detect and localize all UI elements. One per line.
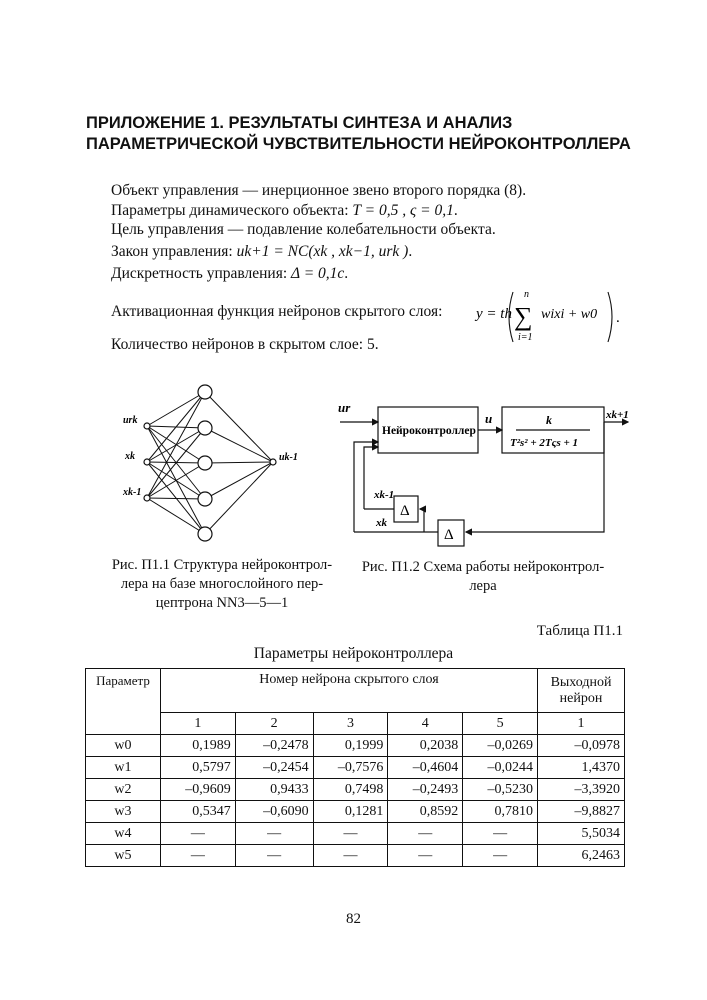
table-cell: 1,4370	[538, 757, 625, 779]
page-number: 82	[346, 911, 361, 927]
parameters-table	[85, 668, 625, 867]
table-number: Таблица П1.1	[536, 623, 623, 639]
table-cell: –0,0978	[538, 735, 625, 757]
table-cell: 0,5347	[160, 801, 235, 823]
paragraph-law	[111, 242, 412, 262]
params-label: Параметры динамического объекта:	[111, 202, 353, 219]
sum-lower-limit: i=1	[518, 332, 533, 343]
table-cell: 0,1281	[313, 801, 388, 823]
table-cell: –0,0244	[463, 757, 538, 779]
paragraph-params	[111, 201, 458, 221]
law-end: .	[408, 243, 413, 260]
paragraph-activation: Активационная функция нейронов скрытого слоя:	[111, 303, 443, 320]
law-math: uk+1 = NC(xk , xk−1, urk )	[236, 243, 409, 260]
table-row	[86, 845, 625, 867]
u-label: u	[485, 411, 493, 426]
table-row	[86, 823, 625, 845]
input-label-xk1: xk-1	[123, 487, 142, 498]
hidden-neuron-number: 3	[313, 713, 388, 735]
table-cell: 0,2038	[388, 735, 463, 757]
table-cell: —	[313, 845, 388, 867]
disc-label: Дискретность управления:	[111, 265, 292, 282]
figure1-caption-line: цептрона NN3—5—1	[155, 595, 289, 611]
delay-symbol-inner: Δ	[400, 503, 410, 519]
hidden-neuron	[198, 492, 212, 506]
law-label: Закон управления:	[111, 243, 237, 260]
params-math: T = 0,5 , ς = 0,1	[352, 202, 454, 219]
sum-upper-limit: n	[524, 289, 529, 300]
table-row	[86, 779, 625, 801]
right-paren	[608, 292, 612, 342]
sum-sign: ∑	[514, 302, 533, 331]
disc-math: Δ = 0,1с	[291, 265, 345, 282]
table-cell: —	[388, 823, 463, 845]
table-caption: Параметры нейроконтроллера	[253, 645, 454, 662]
table-cell: –0,4604	[388, 757, 463, 779]
figure1-caption-line: лера на базе многослойного пер-	[120, 576, 324, 592]
table-cell: —	[313, 823, 388, 845]
plant-numerator: k	[546, 413, 552, 427]
table-cell: –0,2478	[235, 735, 313, 757]
table-cell: –0,2454	[235, 757, 313, 779]
hidden-neuron-number: 5	[463, 713, 538, 735]
table-cell: 6,2463	[538, 845, 625, 867]
input-node	[144, 423, 150, 429]
table-cell: 0,8592	[388, 801, 463, 823]
table-subheader-row	[86, 713, 625, 735]
table-cell: 0,7498	[313, 779, 388, 801]
input-node	[144, 459, 150, 465]
figure1-caption-line: Рис. П1.1 Структура нейроконтрол-	[111, 557, 333, 573]
paragraph-goal: Цель управления — подавление колебательности объекта.	[111, 221, 496, 238]
hidden-neuron-number: 1	[160, 713, 235, 735]
table-cell: –0,6090	[235, 801, 313, 823]
table-cell: –3,3920	[538, 779, 625, 801]
table-cell: –0,9609	[160, 779, 235, 801]
header-param: Параметр	[86, 669, 161, 735]
table-cell: 0,1989	[160, 735, 235, 757]
table-cell: –0,5230	[463, 779, 538, 801]
table-cell: 0,5797	[160, 757, 235, 779]
hidden-neuron-number: 2	[235, 713, 313, 735]
header-hidden: Номер нейрона скрытого слоя	[160, 669, 537, 713]
figure2-caption-line: лера	[469, 578, 497, 594]
figure-control-scheme	[334, 392, 632, 552]
formula-body: wixi + w0	[541, 307, 598, 322]
xk1-label: xk-1	[374, 489, 395, 501]
row-label: w2	[86, 779, 161, 801]
xk-label: xk	[376, 517, 387, 529]
delay-inner-arrow	[420, 509, 424, 532]
plant-denominator: T²s² + 2Tςs + 1	[510, 437, 579, 449]
table-cell: —	[463, 823, 538, 845]
row-label: w4	[86, 823, 161, 845]
hidden-neuron	[198, 421, 212, 435]
table-cell: —	[388, 845, 463, 867]
output-node	[270, 459, 276, 465]
table-cell: —	[160, 823, 235, 845]
table-cell: —	[235, 823, 313, 845]
paragraph-discreteness	[111, 264, 348, 284]
table-cell: 0,7810	[463, 801, 538, 823]
table-cell: –0,0269	[463, 735, 538, 757]
table-cell: 5,5034	[538, 823, 625, 845]
table-cell: 0,1999	[313, 735, 388, 757]
paragraph-neurons: Количество нейронов в скрытом слое: 5.	[111, 336, 379, 353]
input-node	[144, 495, 150, 501]
row-label: w0	[86, 735, 161, 757]
output-neuron-number: 1	[538, 713, 625, 735]
table-cell: —	[463, 845, 538, 867]
row-label: w3	[86, 801, 161, 823]
figure2-caption-line: Рис. П1.2 Схема работы нейроконтрол-	[361, 559, 605, 575]
table-cell: –0,2493	[388, 779, 463, 801]
paragraph-object: Объект управления — инерционное звено второго порядка (8).	[111, 182, 527, 199]
hidden-neuron	[198, 385, 212, 399]
table-cell: –0,7576	[313, 757, 388, 779]
row-label: w1	[86, 757, 161, 779]
figure1-caption	[108, 556, 336, 613]
input-label-urk: urk	[123, 415, 138, 426]
header-output: Выходной нейрон	[538, 669, 625, 713]
formula-end: .	[616, 310, 620, 326]
disc-end: .	[344, 265, 349, 282]
table-row	[86, 735, 625, 757]
controller-label: Нейроконтроллер	[382, 425, 476, 437]
table-cell: —	[160, 845, 235, 867]
hidden-neuron	[198, 527, 212, 541]
delay-symbol-outer: Δ	[444, 527, 454, 543]
figure2-caption	[344, 558, 622, 596]
formula-lhs: y = th	[476, 306, 512, 322]
ref-label: ur	[338, 400, 351, 415]
input-label-xk: xk	[125, 451, 135, 462]
table-body	[86, 735, 625, 867]
out-label: xk+1	[606, 409, 629, 421]
xk-feedback	[354, 442, 378, 532]
table-cell: 0,9433	[235, 779, 313, 801]
table-cell: —	[235, 845, 313, 867]
output-label-uk1: uk-1	[279, 452, 298, 463]
appendix-heading: ПРИЛОЖЕНИЕ 1. РЕЗУЛЬТАТЫ СИНТЕЗА И АНАЛИЗ ПАРАМЕТРИЧЕСКОЙ ЧУВСТВИТЕЛЬНОСТИ НЕЙРОКОНТРОЛЛЕРА	[86, 114, 631, 153]
table-cell: –9,8827	[538, 801, 625, 823]
table-row	[86, 757, 625, 779]
row-label: w5	[86, 845, 161, 867]
hidden-neuron-number: 4	[388, 713, 463, 735]
table-header-row	[86, 669, 625, 713]
table-row	[86, 801, 625, 823]
params-end: .	[453, 202, 458, 219]
hidden-neuron	[198, 456, 212, 470]
activation-formula	[474, 288, 624, 346]
figure-network	[115, 378, 315, 550]
